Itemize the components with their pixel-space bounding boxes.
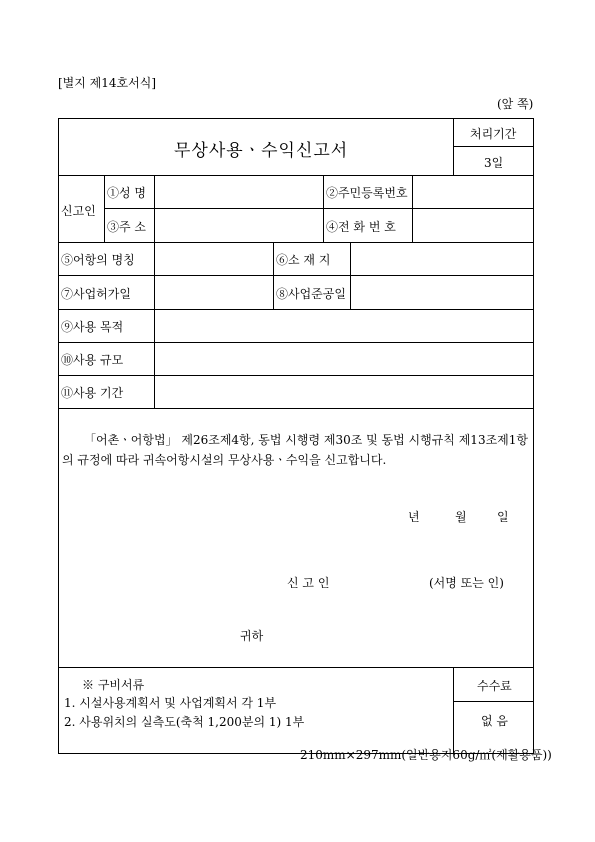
date-year-label: 년 [408,510,420,524]
fee-value: 없 음 [481,714,508,728]
phone-label: ④전 화 번 호 [326,220,396,234]
address-label: ③주 소 [107,220,146,234]
port-location-label: ⑥소 재 지 [276,253,331,267]
addressee-label: 귀하 [240,629,264,643]
documents-heading: ※ 구비서류 [82,678,145,692]
permit-date-label: ⑦사업허가일 [61,287,131,301]
form-number-label: [별지 제14호서식] [58,76,156,90]
date-month-label: 월 [455,510,467,524]
page-side-label: (앞 쪽) [497,97,534,111]
declaration-text: 「어촌ㆍ어항법」 제26조제4항, 동법 시행령 제30조 및 동법 시행규칙 제13조제1항의 규정에 따라 귀속어항시설의 무상사용ㆍ수익을 신고합니다. [62,433,528,467]
paper-spec: 210mm×297mm(일반용지60g/㎡(재활용품)) [300,748,552,762]
document-item: 1. 시설사용계획서 및 사업계획서 각 1부 [64,696,277,710]
use-purpose-label: ⑨사용 목적 [61,320,124,334]
processing-period-label: 처리기간 [470,127,517,141]
form-title: 무상사용ㆍ수익신고서 [174,141,349,161]
reporter-label: 신 고 인 [287,576,330,590]
signature-label: (서명 또는 인) [429,576,504,590]
document-item: 2. 사용위치의 실측도(축척 1,200분의 1) 1부 [64,715,305,729]
rrn-label: ②주민등록번호 [326,186,408,200]
completion-date-label: ⑧사업준공일 [276,287,346,301]
processing-period-value: 3일 [484,156,504,170]
use-scale-label: ⑩사용 규모 [61,353,124,367]
use-period-label: ⑪사용 기간 [61,386,124,400]
name-label: ①성 명 [107,186,146,200]
fee-label: 수수료 [477,679,512,693]
date-day-label: 일 [497,510,509,524]
applicant-group-label: 신고인 [61,204,96,218]
port-name-label: ⑤어항의 명칭 [61,253,135,267]
